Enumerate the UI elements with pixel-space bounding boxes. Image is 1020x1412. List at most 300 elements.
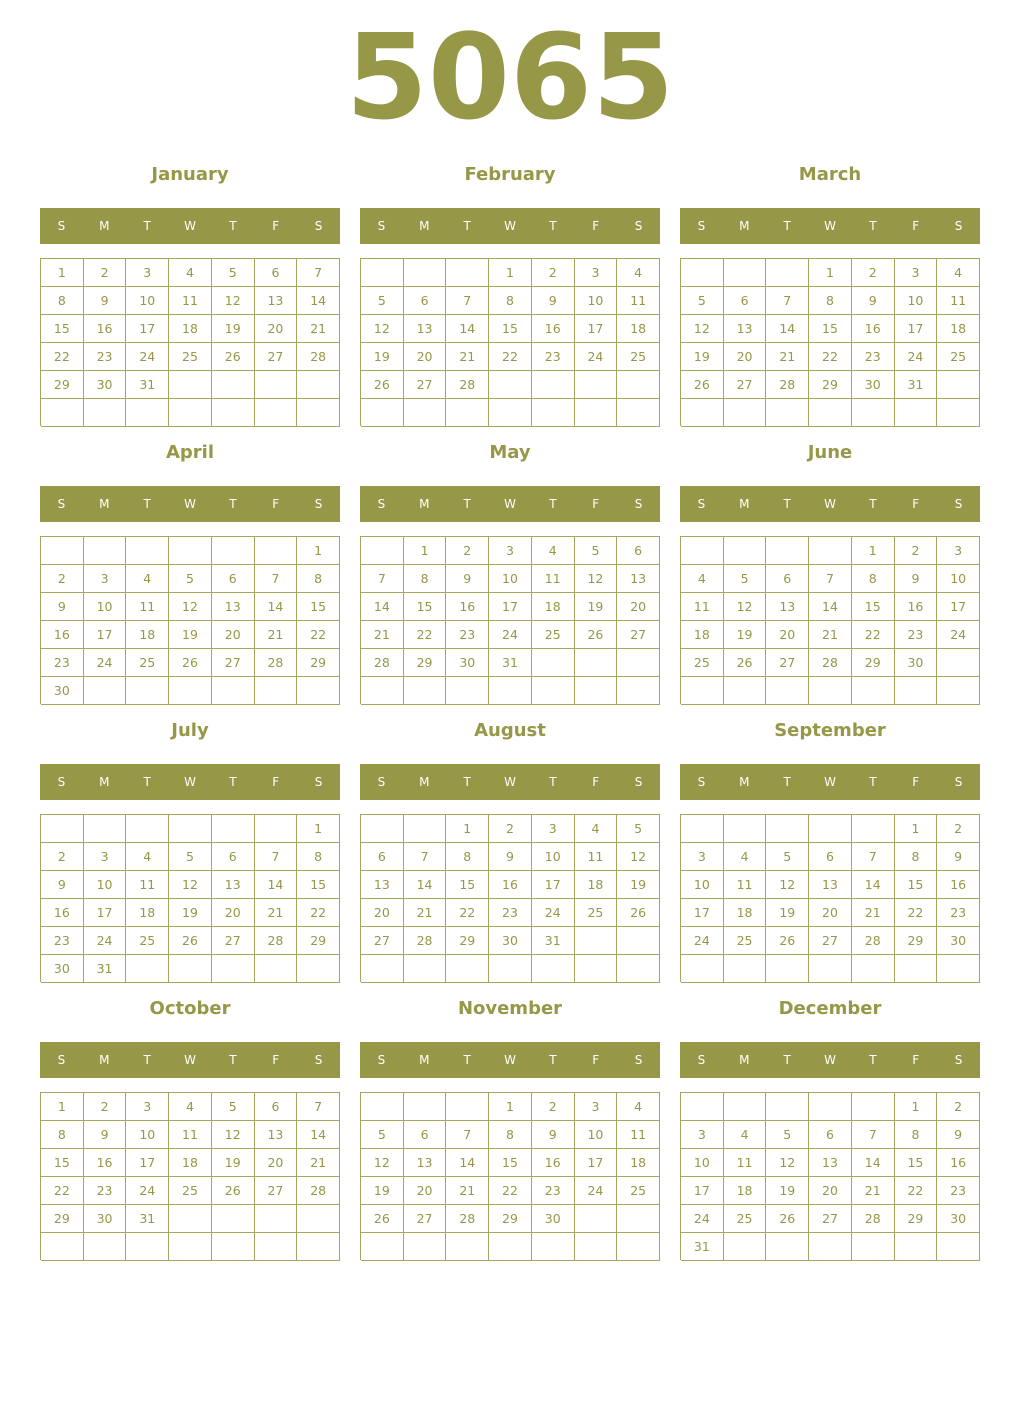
day-cell: 12: [681, 315, 724, 343]
empty-day-cell: [617, 955, 660, 983]
day-cell: 5: [361, 287, 404, 315]
empty-day-cell: [361, 537, 404, 565]
weekday-label: S: [314, 219, 323, 233]
day-cell: 16: [84, 1149, 127, 1177]
month-name: January: [151, 164, 229, 185]
day-cell: 30: [895, 649, 938, 677]
weekday-label: S: [57, 219, 66, 233]
days-grid: [40, 814, 340, 982]
day-cell: 4: [937, 259, 980, 287]
weekday-label: M: [739, 219, 750, 233]
day-cell: 22: [895, 899, 938, 927]
day-cell: 31: [126, 1205, 169, 1233]
weekday-label: T: [869, 219, 877, 233]
empty-day-cell: [446, 1233, 489, 1261]
empty-day-cell: [41, 399, 84, 427]
day-cell: 22: [809, 343, 852, 371]
day-cell: 20: [809, 1177, 852, 1205]
day-cell: 19: [169, 621, 212, 649]
day-cell: 21: [852, 899, 895, 927]
empty-day-cell: [766, 815, 809, 843]
month-name: December: [778, 998, 882, 1019]
day-cell: 18: [937, 315, 980, 343]
weekday-header: [40, 208, 340, 244]
day-cell: 20: [809, 899, 852, 927]
empty-day-cell: [361, 955, 404, 983]
empty-day-cell: [212, 955, 255, 983]
day-cell: 14: [255, 593, 298, 621]
days-grid: [40, 258, 340, 426]
day-cell: 12: [724, 593, 767, 621]
weekday-label: T: [869, 497, 877, 511]
day-cell: 8: [489, 287, 532, 315]
day-cell: 25: [724, 1205, 767, 1233]
day-cell: 31: [681, 1233, 724, 1261]
weekday-label: S: [57, 775, 66, 789]
weekday-label: T: [549, 1053, 557, 1067]
day-cell: 2: [532, 259, 575, 287]
weekday-label: F: [912, 1053, 920, 1067]
empty-day-cell: [681, 1093, 724, 1121]
empty-day-cell: [681, 815, 724, 843]
weekday-label: S: [57, 1053, 66, 1067]
day-cell: 16: [489, 871, 532, 899]
day-cell: 11: [126, 871, 169, 899]
day-cell: 3: [575, 1093, 618, 1121]
empty-day-cell: [446, 259, 489, 287]
day-cell: 26: [212, 343, 255, 371]
empty-day-cell: [575, 1205, 618, 1233]
empty-day-cell: [575, 927, 618, 955]
empty-day-cell: [255, 815, 298, 843]
day-cell: 13: [255, 1121, 298, 1149]
empty-day-cell: [489, 371, 532, 399]
day-cell: 25: [724, 927, 767, 955]
day-cell: 24: [895, 343, 938, 371]
weekday-label: T: [463, 775, 471, 789]
day-cell: 26: [617, 899, 660, 927]
day-cell: 19: [681, 343, 724, 371]
day-cell: 1: [446, 815, 489, 843]
day-cell: 28: [852, 1205, 895, 1233]
empty-day-cell: [212, 537, 255, 565]
day-cell: 8: [41, 287, 84, 315]
weekday-label: M: [99, 219, 110, 233]
empty-day-cell: [212, 371, 255, 399]
day-cell: 6: [404, 1121, 447, 1149]
day-cell: 1: [809, 259, 852, 287]
empty-day-cell: [489, 1233, 532, 1261]
day-cell: 19: [212, 1149, 255, 1177]
day-cell: 27: [255, 343, 298, 371]
day-cell: 10: [895, 287, 938, 315]
day-cell: 28: [255, 649, 298, 677]
day-cell: 25: [169, 343, 212, 371]
day-cell: 24: [84, 927, 127, 955]
day-cell: 16: [937, 1149, 980, 1177]
weekday-label: M: [99, 775, 110, 789]
day-cell: 18: [575, 871, 618, 899]
weekday-label: S: [697, 1053, 706, 1067]
day-cell: 19: [766, 899, 809, 927]
empty-day-cell: [617, 677, 660, 705]
day-cell: 26: [361, 1205, 404, 1233]
weekday-label: W: [824, 219, 836, 233]
day-cell: 9: [489, 843, 532, 871]
weekday-label: T: [229, 219, 237, 233]
empty-day-cell: [41, 1233, 84, 1261]
empty-day-cell: [532, 649, 575, 677]
day-cell: 22: [41, 343, 84, 371]
day-cell: 26: [766, 1205, 809, 1233]
day-cell: 29: [297, 927, 340, 955]
day-cell: 4: [532, 537, 575, 565]
day-cell: 8: [852, 565, 895, 593]
day-cell: 8: [297, 565, 340, 593]
day-cell: 23: [489, 899, 532, 927]
day-cell: 31: [126, 371, 169, 399]
day-cell: 9: [84, 287, 127, 315]
day-cell: 29: [809, 371, 852, 399]
day-cell: 24: [126, 1177, 169, 1205]
day-cell: 27: [361, 927, 404, 955]
day-cell: 16: [895, 593, 938, 621]
day-cell: 25: [937, 343, 980, 371]
empty-day-cell: [937, 649, 980, 677]
empty-day-cell: [809, 1093, 852, 1121]
empty-day-cell: [766, 399, 809, 427]
days-grid: [40, 536, 340, 704]
day-cell: 17: [489, 593, 532, 621]
day-cell: 17: [575, 315, 618, 343]
empty-day-cell: [169, 815, 212, 843]
empty-day-cell: [852, 677, 895, 705]
day-cell: 6: [766, 565, 809, 593]
weekday-label: F: [912, 497, 920, 511]
day-cell: 2: [41, 565, 84, 593]
day-cell: 28: [297, 1177, 340, 1205]
day-cell: 6: [809, 1121, 852, 1149]
day-cell: 19: [361, 343, 404, 371]
day-cell: 23: [937, 899, 980, 927]
empty-day-cell: [532, 371, 575, 399]
day-cell: 4: [617, 259, 660, 287]
day-cell: 5: [361, 1121, 404, 1149]
day-cell: 15: [41, 315, 84, 343]
month-name: October: [149, 998, 231, 1019]
day-cell: 16: [84, 315, 127, 343]
days-grid: [680, 814, 980, 982]
weekday-label: S: [634, 219, 643, 233]
day-cell: 11: [169, 287, 212, 315]
weekday-header: [680, 208, 980, 244]
day-cell: 1: [895, 815, 938, 843]
weekday-label: F: [592, 775, 600, 789]
day-cell: 21: [361, 621, 404, 649]
day-cell: 18: [724, 1177, 767, 1205]
day-cell: 28: [255, 927, 298, 955]
empty-day-cell: [852, 1233, 895, 1261]
day-cell: 15: [489, 1149, 532, 1177]
day-cell: 20: [404, 1177, 447, 1205]
day-cell: 6: [809, 843, 852, 871]
empty-day-cell: [126, 399, 169, 427]
month-name: May: [489, 442, 531, 463]
empty-day-cell: [361, 399, 404, 427]
day-cell: 10: [575, 287, 618, 315]
day-cell: 21: [446, 1177, 489, 1205]
day-cell: 6: [212, 565, 255, 593]
empty-day-cell: [809, 537, 852, 565]
day-cell: 29: [852, 649, 895, 677]
day-cell: 9: [41, 871, 84, 899]
day-cell: 14: [255, 871, 298, 899]
day-cell: 26: [724, 649, 767, 677]
empty-day-cell: [532, 399, 575, 427]
empty-day-cell: [212, 399, 255, 427]
day-cell: 21: [404, 899, 447, 927]
month-name: June: [807, 442, 853, 463]
weekday-label: F: [592, 219, 600, 233]
day-cell: 18: [532, 593, 575, 621]
empty-day-cell: [212, 677, 255, 705]
day-cell: 27: [809, 927, 852, 955]
day-cell: 11: [575, 843, 618, 871]
day-cell: 8: [895, 843, 938, 871]
day-cell: 6: [255, 259, 298, 287]
day-cell: 4: [169, 259, 212, 287]
day-cell: 3: [84, 843, 127, 871]
weekday-label: F: [272, 1053, 280, 1067]
weekday-header: [360, 486, 660, 522]
day-cell: 1: [41, 259, 84, 287]
day-cell: 2: [895, 537, 938, 565]
day-cell: 27: [766, 649, 809, 677]
day-cell: 13: [404, 315, 447, 343]
day-cell: 15: [41, 1149, 84, 1177]
day-cell: 11: [532, 565, 575, 593]
day-cell: 9: [41, 593, 84, 621]
weekday-label: S: [954, 775, 963, 789]
weekday-label: T: [229, 1053, 237, 1067]
weekday-label: M: [99, 497, 110, 511]
day-cell: 31: [489, 649, 532, 677]
day-cell: 17: [895, 315, 938, 343]
day-cell: 11: [724, 871, 767, 899]
weekday-header: [680, 486, 980, 522]
day-cell: 2: [532, 1093, 575, 1121]
day-cell: 12: [361, 315, 404, 343]
day-cell: 21: [766, 343, 809, 371]
days-grid: [680, 1092, 980, 1260]
day-cell: 22: [489, 1177, 532, 1205]
day-cell: 3: [681, 843, 724, 871]
day-cell: 23: [852, 343, 895, 371]
empty-day-cell: [255, 371, 298, 399]
day-cell: 22: [41, 1177, 84, 1205]
empty-day-cell: [489, 955, 532, 983]
empty-day-cell: [404, 259, 447, 287]
day-cell: 29: [446, 927, 489, 955]
day-cell: 14: [297, 1121, 340, 1149]
day-cell: 23: [41, 649, 84, 677]
day-cell: 24: [681, 927, 724, 955]
empty-day-cell: [297, 955, 340, 983]
empty-day-cell: [404, 1233, 447, 1261]
day-cell: 2: [852, 259, 895, 287]
day-cell: 14: [809, 593, 852, 621]
day-cell: 13: [212, 871, 255, 899]
day-cell: 6: [361, 843, 404, 871]
day-cell: 24: [84, 649, 127, 677]
weekday-label: S: [57, 497, 66, 511]
day-cell: 15: [895, 871, 938, 899]
empty-day-cell: [169, 1233, 212, 1261]
day-cell: 3: [84, 565, 127, 593]
days-grid: [40, 1092, 340, 1260]
weekday-label: F: [272, 497, 280, 511]
day-cell: 22: [404, 621, 447, 649]
weekday-label: M: [419, 775, 430, 789]
day-cell: 16: [41, 621, 84, 649]
day-cell: 5: [766, 843, 809, 871]
empty-day-cell: [575, 1233, 618, 1261]
empty-day-cell: [297, 677, 340, 705]
day-cell: 4: [575, 815, 618, 843]
weekday-label: W: [824, 1053, 836, 1067]
empty-day-cell: [169, 399, 212, 427]
day-cell: 23: [41, 927, 84, 955]
day-cell: 19: [724, 621, 767, 649]
day-cell: 17: [532, 871, 575, 899]
empty-day-cell: [809, 815, 852, 843]
day-cell: 10: [126, 1121, 169, 1149]
empty-day-cell: [681, 677, 724, 705]
day-cell: 9: [895, 565, 938, 593]
empty-day-cell: [41, 815, 84, 843]
day-cell: 24: [575, 343, 618, 371]
day-cell: 17: [126, 1149, 169, 1177]
empty-day-cell: [532, 1233, 575, 1261]
weekday-label: T: [783, 1053, 791, 1067]
day-cell: 10: [681, 1149, 724, 1177]
weekday-label: W: [504, 497, 516, 511]
weekday-label: T: [229, 775, 237, 789]
day-cell: 28: [446, 1205, 489, 1233]
day-cell: 20: [255, 1149, 298, 1177]
empty-day-cell: [361, 677, 404, 705]
day-cell: 21: [255, 621, 298, 649]
day-cell: 23: [84, 1177, 127, 1205]
empty-day-cell: [255, 955, 298, 983]
day-cell: 5: [617, 815, 660, 843]
day-cell: 13: [404, 1149, 447, 1177]
day-cell: 24: [575, 1177, 618, 1205]
day-cell: 2: [84, 259, 127, 287]
day-cell: 28: [852, 927, 895, 955]
day-cell: 4: [169, 1093, 212, 1121]
empty-day-cell: [809, 399, 852, 427]
day-cell: 24: [937, 621, 980, 649]
weekday-label: F: [912, 219, 920, 233]
day-cell: 23: [84, 343, 127, 371]
empty-day-cell: [937, 955, 980, 983]
day-cell: 7: [404, 843, 447, 871]
weekday-label: M: [99, 1053, 110, 1067]
day-cell: 30: [84, 1205, 127, 1233]
month-name: July: [171, 720, 209, 741]
weekday-label: W: [824, 775, 836, 789]
day-cell: 6: [255, 1093, 298, 1121]
day-cell: 7: [297, 259, 340, 287]
weekday-label: S: [954, 219, 963, 233]
weekday-label: S: [954, 1053, 963, 1067]
empty-day-cell: [169, 537, 212, 565]
day-cell: 30: [446, 649, 489, 677]
weekday-label: S: [697, 219, 706, 233]
empty-day-cell: [255, 1233, 298, 1261]
weekday-header: [360, 1042, 660, 1078]
weekday-label: T: [549, 497, 557, 511]
day-cell: 15: [404, 593, 447, 621]
empty-day-cell: [809, 1233, 852, 1261]
empty-day-cell: [575, 955, 618, 983]
empty-day-cell: [361, 815, 404, 843]
day-cell: 5: [212, 259, 255, 287]
weekday-label: T: [549, 775, 557, 789]
day-cell: 14: [852, 1149, 895, 1177]
day-cell: 11: [126, 593, 169, 621]
empty-day-cell: [617, 649, 660, 677]
day-cell: 28: [361, 649, 404, 677]
day-cell: 6: [617, 537, 660, 565]
day-cell: 27: [255, 1177, 298, 1205]
empty-day-cell: [404, 815, 447, 843]
day-cell: 9: [937, 1121, 980, 1149]
weekday-label: F: [272, 219, 280, 233]
day-cell: 31: [895, 371, 938, 399]
empty-day-cell: [446, 1093, 489, 1121]
weekday-header: [360, 208, 660, 244]
day-cell: 18: [681, 621, 724, 649]
day-cell: 25: [126, 649, 169, 677]
empty-day-cell: [126, 955, 169, 983]
day-cell: 3: [532, 815, 575, 843]
weekday-label: T: [463, 497, 471, 511]
weekday-label: T: [783, 219, 791, 233]
empty-day-cell: [895, 1233, 938, 1261]
day-cell: 9: [84, 1121, 127, 1149]
day-cell: 29: [297, 649, 340, 677]
day-cell: 7: [361, 565, 404, 593]
empty-day-cell: [532, 955, 575, 983]
day-cell: 15: [852, 593, 895, 621]
day-cell: 24: [681, 1205, 724, 1233]
empty-day-cell: [895, 399, 938, 427]
empty-day-cell: [617, 1233, 660, 1261]
day-cell: 12: [169, 871, 212, 899]
day-cell: 29: [41, 371, 84, 399]
empty-day-cell: [169, 955, 212, 983]
empty-day-cell: [297, 399, 340, 427]
day-cell: 17: [681, 1177, 724, 1205]
month-name: April: [165, 442, 215, 463]
weekday-label: T: [143, 219, 151, 233]
empty-day-cell: [84, 537, 127, 565]
empty-day-cell: [446, 955, 489, 983]
day-cell: 29: [895, 1205, 938, 1233]
day-cell: 26: [575, 621, 618, 649]
